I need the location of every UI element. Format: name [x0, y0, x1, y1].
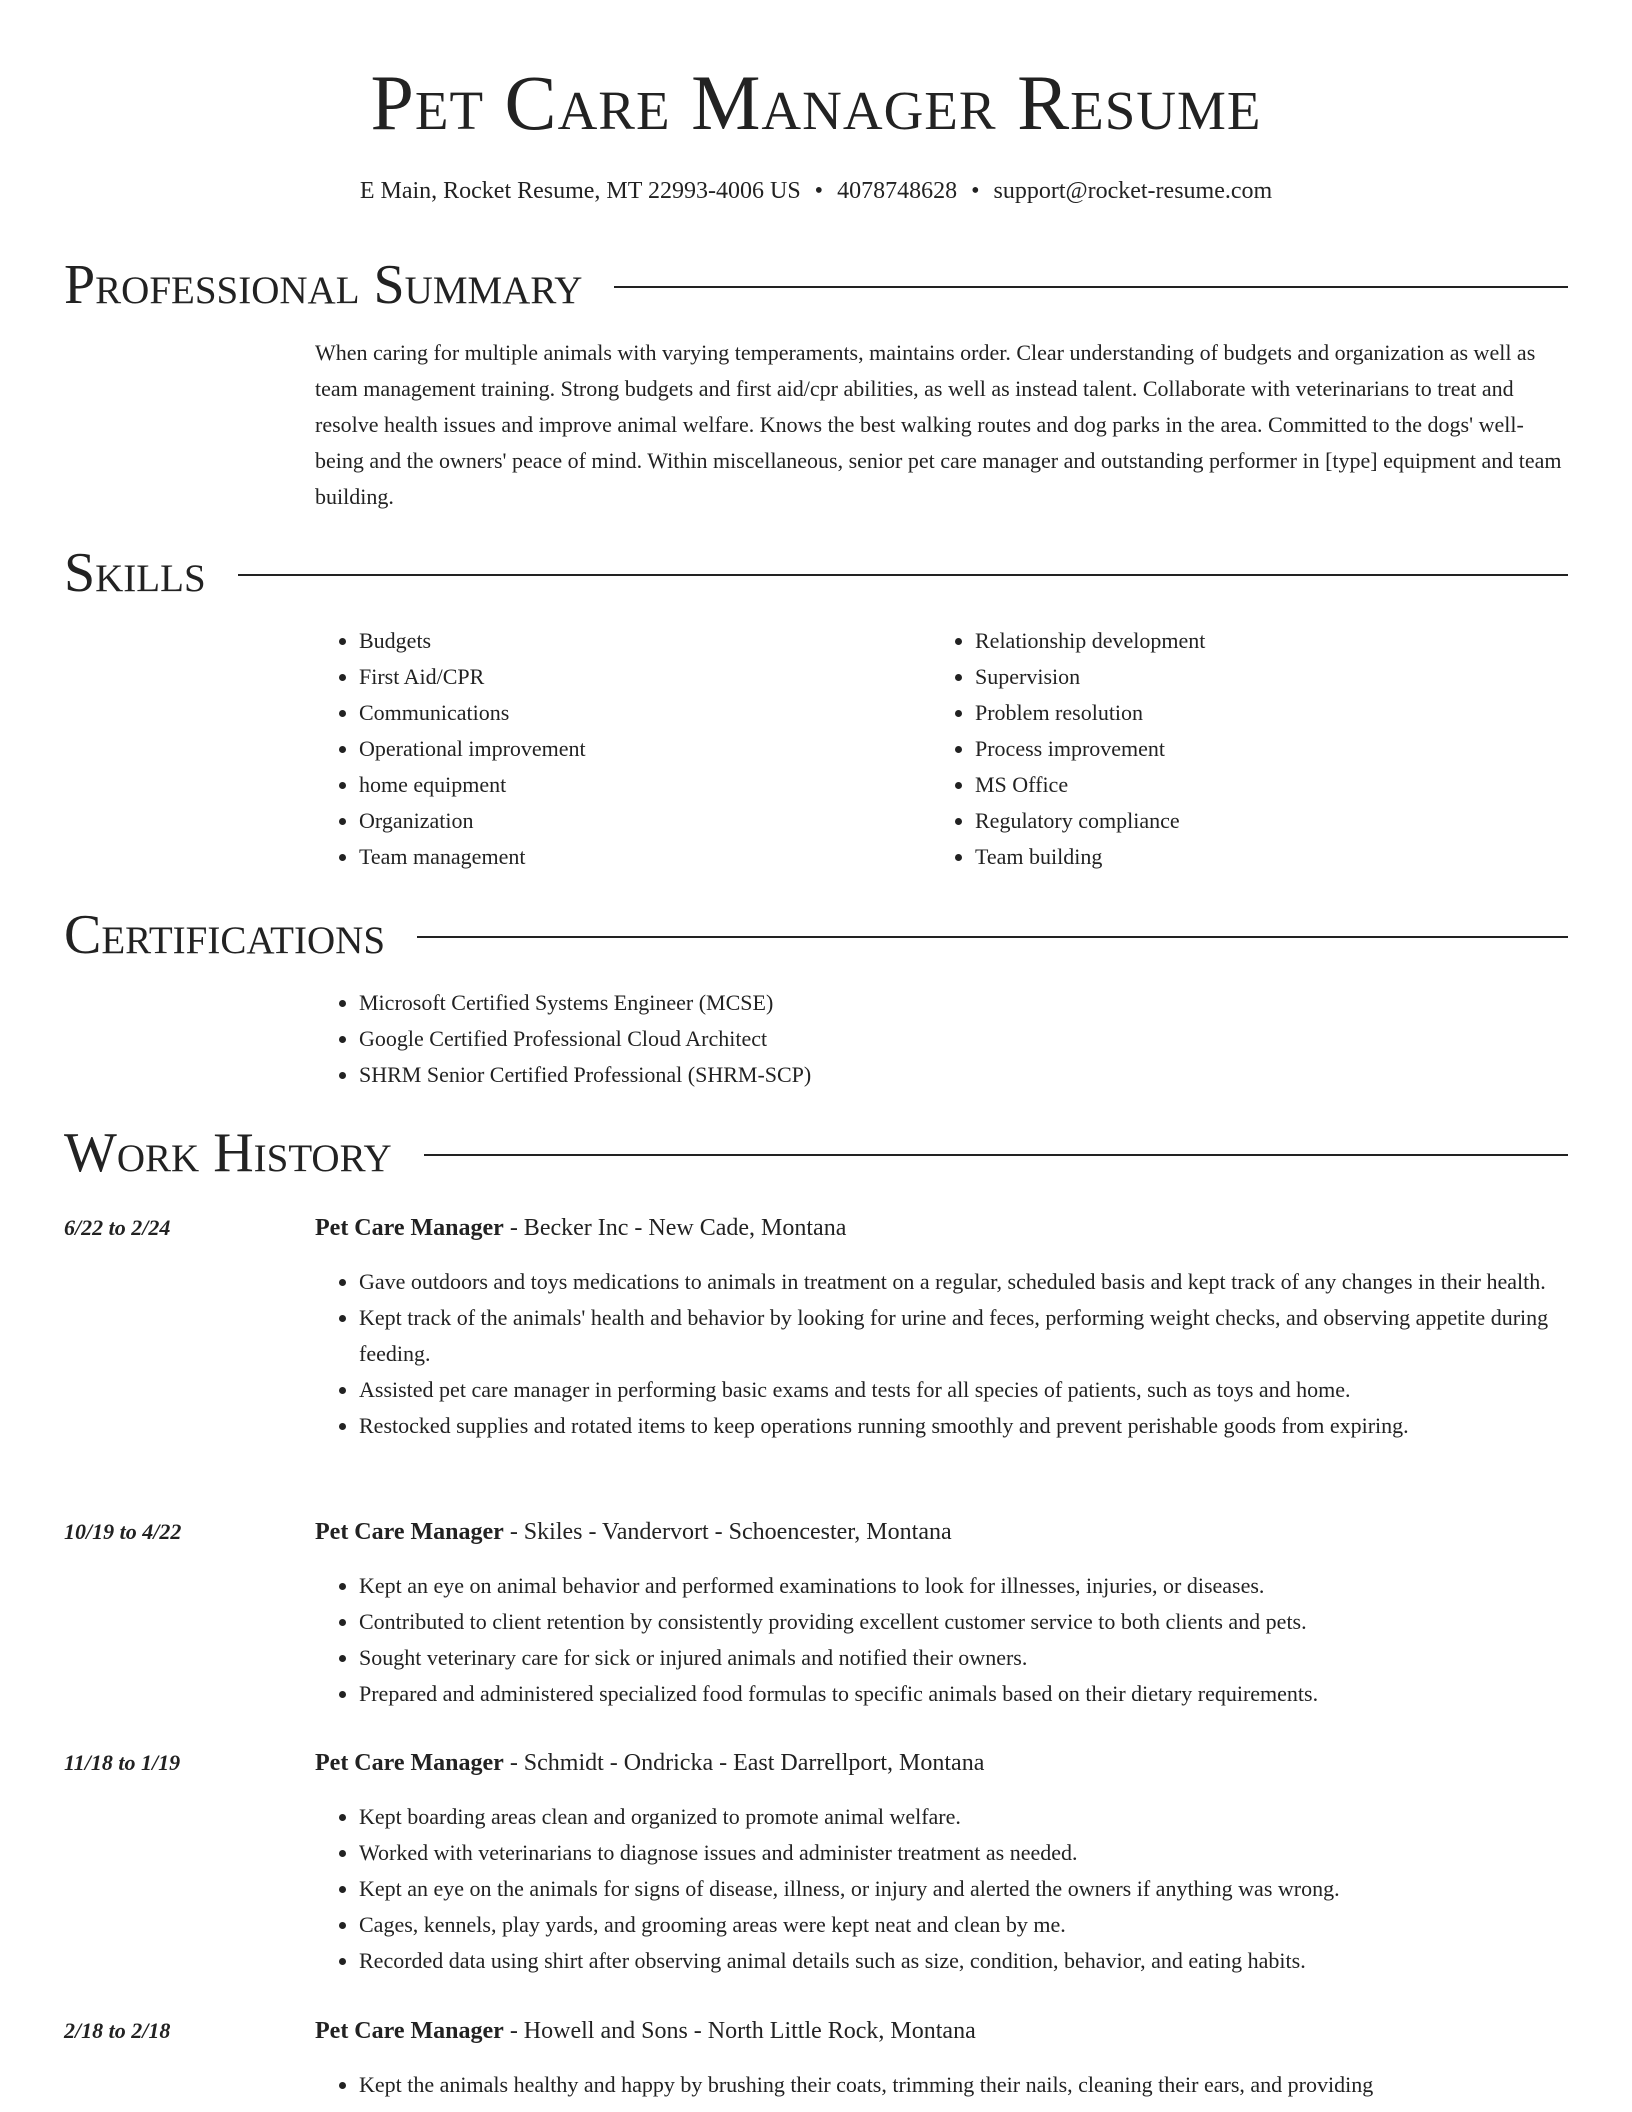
job-heading: [315, 1210, 1568, 1246]
job-employer: - Schmidt - Ondricka - East Darrellport, Montana: [503, 1750, 985, 1776]
job-entry: [64, 1210, 1568, 1444]
job-role: Pet Care Manager: [315, 1750, 504, 1776]
skills-list: [315, 623, 1568, 875]
certification-item: • SHRM Senior Certified Professional (SHRM-SCP): [359, 1057, 1568, 1093]
job-entry: [64, 1514, 1568, 1712]
section-divider: [417, 936, 1568, 938]
job-bullet: • Contributed to client retention by consistently providing excellent customer service to both clients and pets.: [359, 1604, 1568, 1640]
skill-item: • Organization: [359, 803, 931, 839]
resume-title: Pet Care Manager Resume: [370, 59, 1262, 146]
certifications-section-title: Certifications: [64, 904, 386, 966]
certifications-list: [315, 985, 1568, 1093]
job-dates: 2/18 to 2/18: [64, 2018, 171, 2043]
skill-item: • home equipment: [359, 767, 931, 803]
job-entry: [64, 2013, 1568, 2103]
contact-email: support@rocket-resume.com: [993, 178, 1273, 204]
job-role: Pet Care Manager: [315, 1215, 504, 1241]
job-entry: [64, 1745, 1568, 1979]
skills-column-left: [315, 623, 931, 875]
job-bullet: • Kept an eye on the animals for signs of disease, illness, or injury and alerted the owners if anything was wrong.: [359, 1871, 1568, 1907]
contact-separator: •: [814, 178, 824, 204]
contact-address: E Main, Rocket Resume, MT 22993-4006 US: [359, 178, 801, 204]
work-history-section-header: [64, 1118, 1568, 1188]
skill-item: • Process improvement: [975, 731, 1547, 767]
section-divider: [238, 574, 1568, 576]
job-bullet: • Kept an eye on animal behavior and performed examinations to look for illnesses, injuries, or diseases.: [359, 1568, 1568, 1604]
contact-line: [0, 174, 1632, 208]
skills-column-right: [931, 623, 1547, 875]
contact-separator: •: [971, 178, 980, 204]
job-bullet: • Recorded data using shirt after observing animal details such as size, condition, behavior, and eating habits.: [359, 1943, 1568, 1979]
skill-item: • Supervision: [975, 659, 1547, 695]
job-bullet: • Assisted pet care manager in performing basic exams and tests for all species of patients, such as toys and home.: [359, 1372, 1568, 1408]
job-employer: - Howell and Sons - North Little Rock, Montana: [503, 2018, 976, 2044]
job-bullet: • Kept the animals healthy and happy by brushing their coats, trimming their nails, cleaning their ears, and providing: [359, 2067, 1568, 2103]
skills-section-header: [64, 538, 1568, 608]
skill-item: • MS Office: [975, 767, 1547, 803]
job-dates: 11/18 to 1/19: [64, 1750, 181, 1775]
certifications-section-header: [64, 900, 1568, 970]
work-history-section-title: Work History: [64, 1122, 392, 1184]
job-dates: 6/22 to 2/24: [64, 1215, 171, 1240]
skill-item: • Operational improvement: [359, 731, 931, 767]
job-bullet: • Kept boarding areas clean and organized to promote animal welfare.: [359, 1799, 1568, 1835]
skill-item: • Team building: [975, 839, 1547, 875]
job-bullet: • Cages, kennels, play yards, and grooming areas were kept neat and clean by me.: [359, 1907, 1568, 1943]
job-employer: - Becker Inc - New Cade, Montana: [503, 1215, 847, 1241]
skill-item: • Budgets: [359, 623, 931, 659]
job-heading: [315, 1514, 1568, 1550]
skill-item: • Communications: [359, 695, 931, 731]
section-divider: [424, 1154, 1568, 1156]
summary-section-header: [64, 250, 1568, 320]
job-employer: - Skiles - Vandervort - Schoencester, Montana: [503, 1519, 952, 1545]
summary-paragraph: When caring for multiple animals with varying temperaments, maintains order. Clear understanding of budgets and organization as well as team management training. Strong budgets and first aid/cpr abilities, as well as instead talent. Collaborate with veterinarians to treat and resolve health issues and improve animal welfare. Knows the best walking routes and dog parks in the area. Committed to the dogs' well-being and the owners' peace of mind. Within miscellaneous, senior pet care manager and outstanding performer in [type] equipment and team building.: [315, 340, 1562, 509]
job-bullet: • Prepared and administered specialized food formulas to specific animals based on their dietary requirements.: [359, 1676, 1568, 1712]
summary-section-title: Professional Summary: [64, 254, 583, 316]
job-bullet: • Kept track of the animals' health and behavior by looking for urine and feces, performing weight checks, and observing appetite during feeding.: [359, 1300, 1568, 1372]
skill-item: • First Aid/CPR: [359, 659, 931, 695]
skills-section-title: Skills: [64, 542, 206, 604]
job-dates: 10/19 to 4/22: [64, 1519, 182, 1544]
job-bullet: • Sought veterinary care for sick or injured animals and notified their owners.: [359, 1640, 1568, 1676]
skill-item: • Regulatory compliance: [975, 803, 1547, 839]
skill-item: • Relationship development: [975, 623, 1547, 659]
certification-item: • Google Certified Professional Cloud Architect: [359, 1021, 1568, 1057]
job-heading: [315, 1745, 1568, 1781]
contact-phone: 4078748628: [837, 178, 958, 204]
certification-item: • Microsoft Certified Systems Engineer (MCSE): [359, 985, 1568, 1021]
section-divider: [614, 286, 1568, 288]
skill-item: • Team management: [359, 839, 931, 875]
job-bullet: • Worked with veterinarians to diagnose issues and administer treatment as needed.: [359, 1835, 1568, 1871]
job-bullet: • Restocked supplies and rotated items to keep operations running smoothly and prevent perishable goods from expiring.: [359, 1408, 1568, 1444]
job-bullet: • Gave outdoors and toys medications to animals in treatment on a regular, scheduled basis and kept track of any changes in their health.: [359, 1264, 1568, 1300]
skill-item: • Problem resolution: [975, 695, 1547, 731]
job-role: Pet Care Manager: [315, 2018, 504, 2044]
job-role: Pet Care Manager: [315, 1519, 504, 1545]
job-heading: [315, 2013, 1568, 2049]
